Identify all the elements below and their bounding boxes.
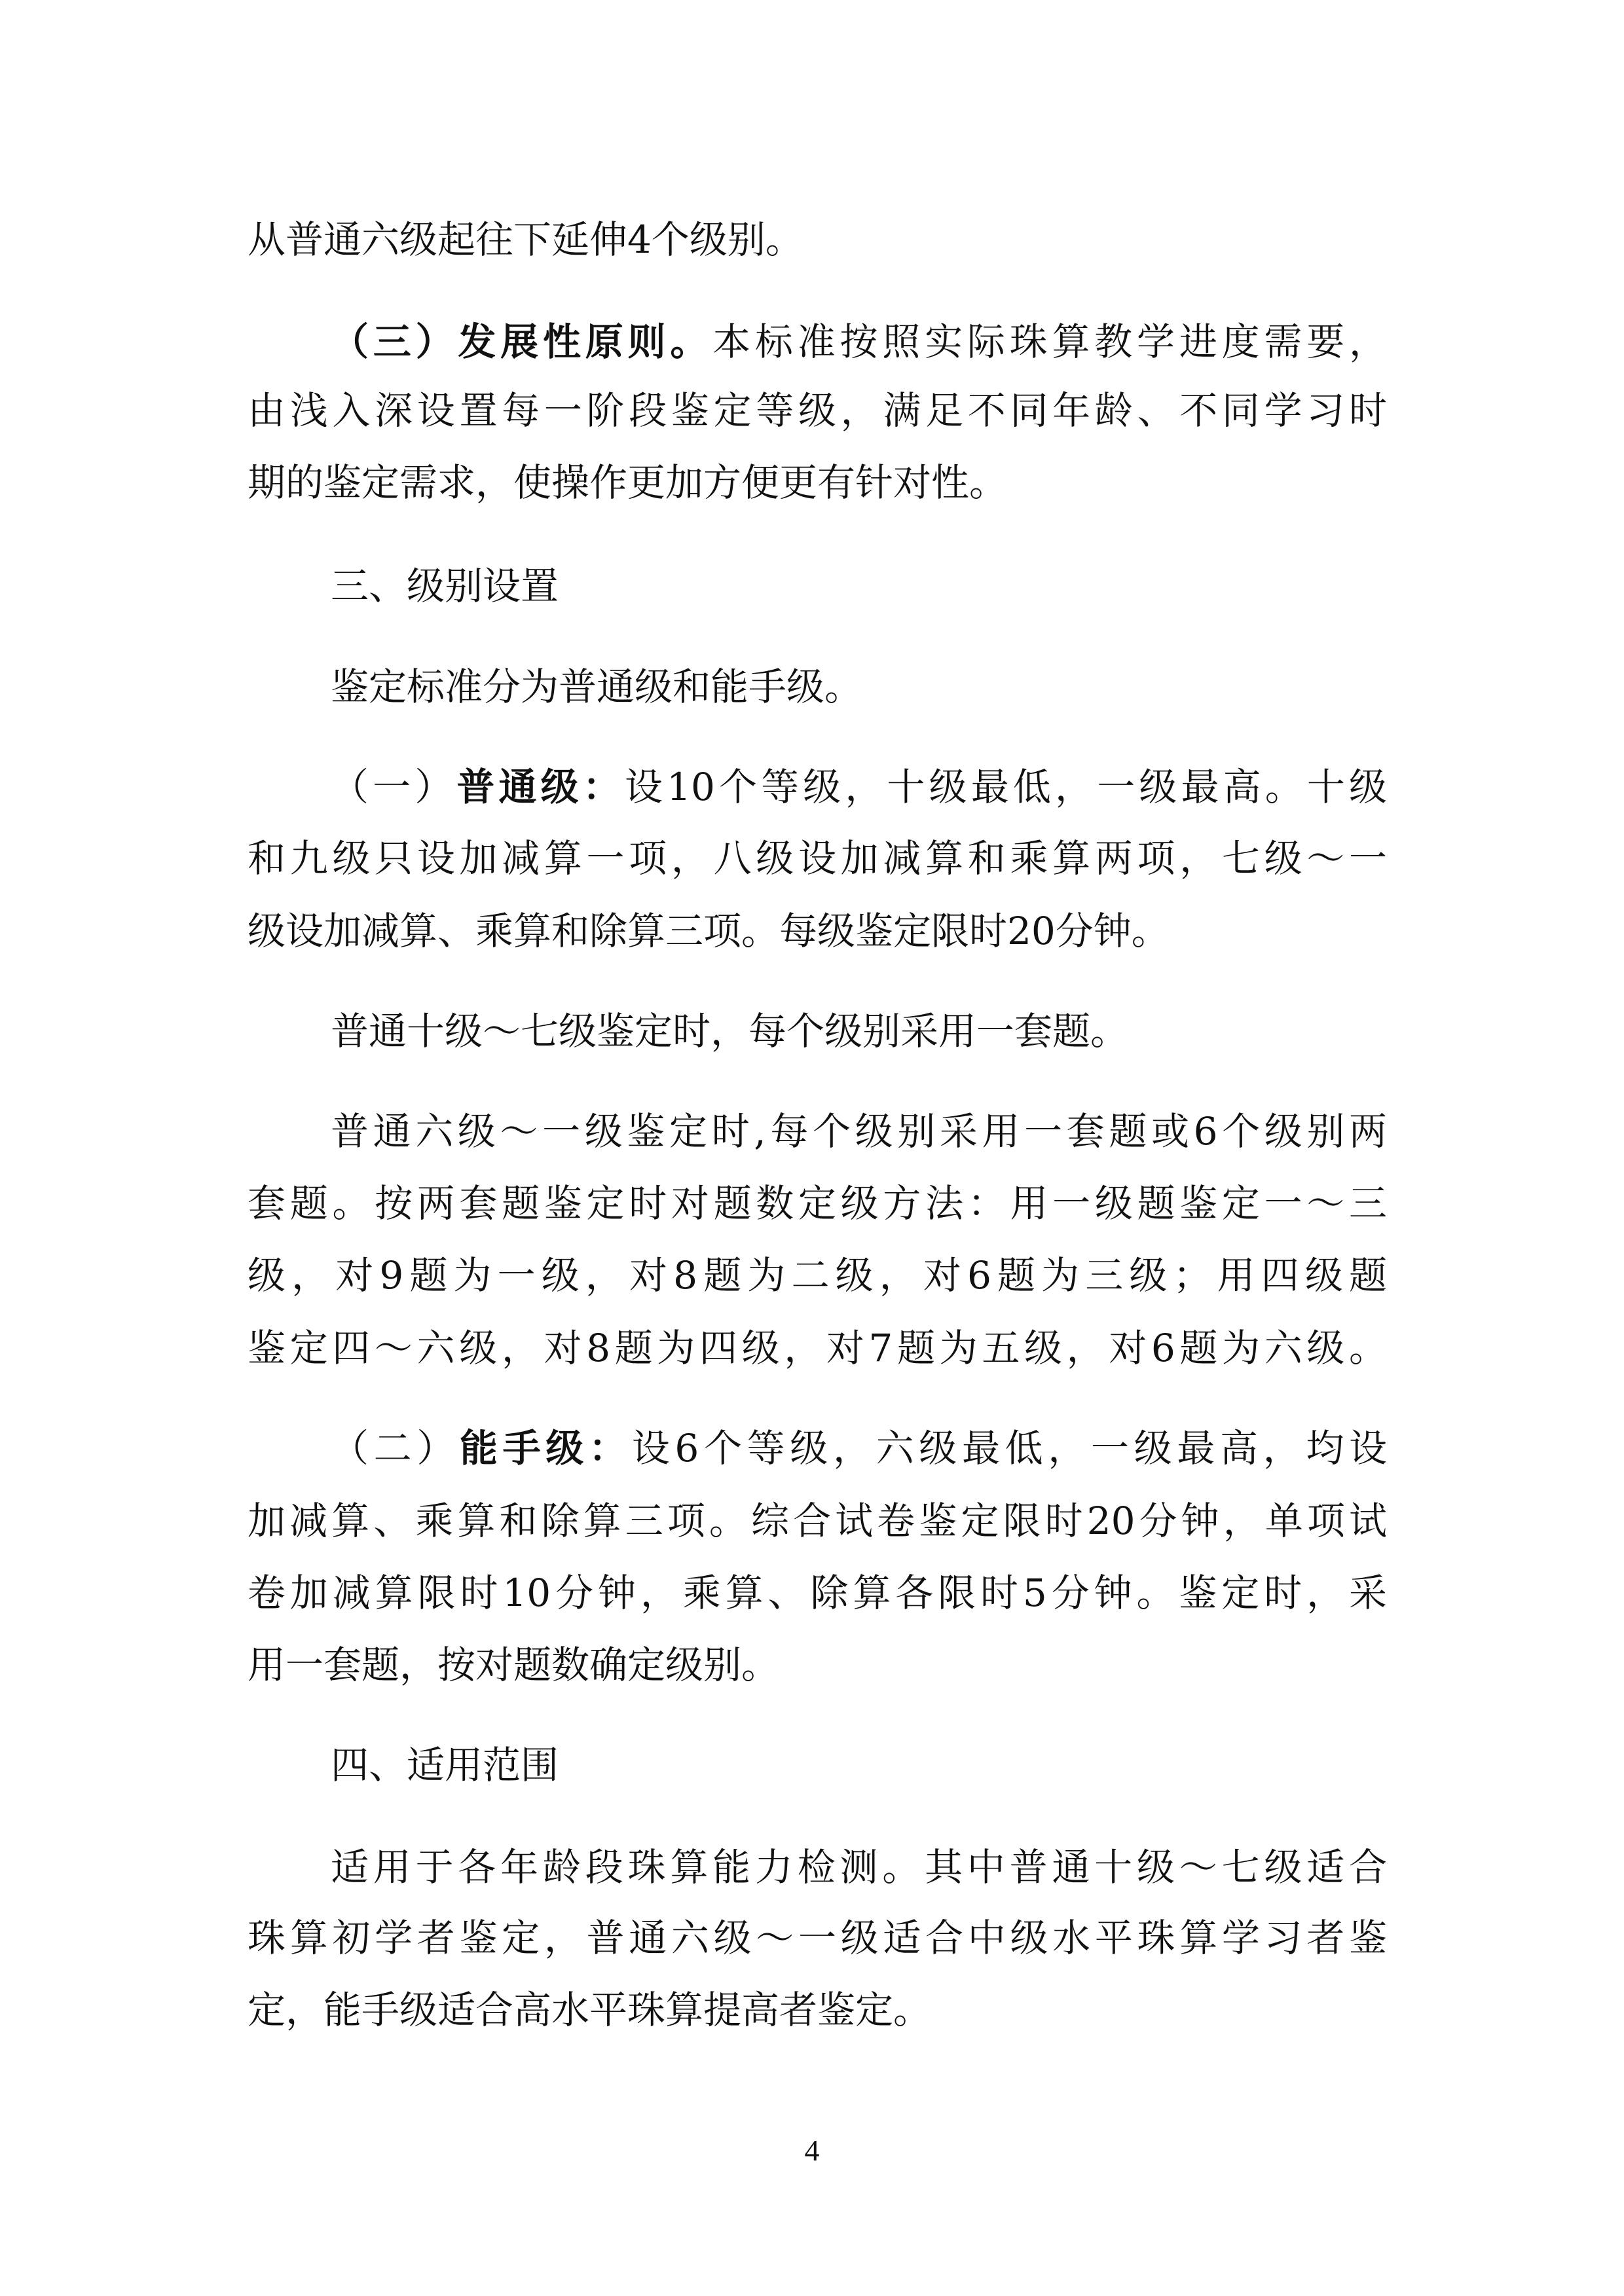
paragraph-line bbox=[248, 1249, 1387, 1302]
level-title: 普通级： bbox=[456, 765, 625, 809]
section-title: 四、适用范围 bbox=[331, 1743, 559, 1787]
paragraph-line bbox=[248, 213, 1387, 266]
line-text: 设10个等级，十级最低，一级最高。十级 bbox=[624, 765, 1387, 809]
paragraph-line bbox=[248, 1177, 1387, 1230]
paragraph-line bbox=[248, 1567, 1387, 1619]
line-text: 珠算初学者鉴定，普通六级～一级适合中级水平珠算学习者鉴 bbox=[248, 1916, 1387, 1960]
level-heading-line bbox=[331, 761, 1387, 813]
line-text: 级，对9题为一级，对8题为二级，对6题为三级；用四级题 bbox=[248, 1253, 1387, 1298]
line-text: 普通六级～一级鉴定时,每个级别采用一套题或6个级别两 bbox=[331, 1109, 1387, 1154]
line-text: 和九级只设加减算一项，八级设加减算和乘算两项，七级～一 bbox=[248, 836, 1387, 881]
level-title: 能手级： bbox=[460, 1426, 632, 1470]
paragraph-line bbox=[248, 1639, 1387, 1691]
paren-label: （二） bbox=[331, 1426, 460, 1470]
paragraph-line bbox=[248, 832, 1387, 884]
line-text: 适用于各年龄段珠算能力检测。其中普通十级～七级适合 bbox=[331, 1845, 1387, 1889]
paragraph-line bbox=[331, 1841, 1387, 1893]
paragraph-line bbox=[331, 1005, 1387, 1057]
line-text: 由浅入深设置每一阶段鉴定等级，满足不同年龄、不同学习时 bbox=[248, 388, 1387, 433]
paragraph-line bbox=[248, 1912, 1387, 1964]
page-number: 4 bbox=[804, 2134, 820, 2167]
paren-label: （一） bbox=[331, 765, 457, 809]
line-text: 设6个等级，六级最低，一级最高，均设 bbox=[631, 1426, 1387, 1470]
line-text: 级设加减算、乘算和除算三项。每级鉴定限时20分钟。 bbox=[248, 909, 1170, 953]
line-text: 普通十级～七级鉴定时，每个级别采用一套题。 bbox=[331, 1009, 1129, 1053]
level-heading-line bbox=[331, 1422, 1387, 1474]
principle-heading-line bbox=[331, 316, 1387, 368]
paragraph-line bbox=[248, 456, 1387, 509]
line-text: 卷加减算限时10分钟，乘算、除算各限时5分钟。鉴定时，采 bbox=[248, 1571, 1387, 1615]
line-text: 定，能手级适合高水平珠算提高者鉴定。 bbox=[248, 1988, 932, 2032]
paragraph-line bbox=[331, 661, 1387, 713]
line-text: 鉴定四～六级，对8题为四级，对7题为五级，对6题为六级。 bbox=[248, 1326, 1387, 1370]
line-text: 鉴定标准分为普通级和能手级。 bbox=[331, 665, 863, 709]
section-title: 三、级别设置 bbox=[331, 564, 559, 608]
line-text: 用一套题，按对题数确定级别。 bbox=[248, 1643, 780, 1687]
paragraph-line bbox=[248, 1984, 1387, 2036]
paragraph-line bbox=[248, 1322, 1387, 1374]
line-text: 本标准按照实际珠算教学进度需要， bbox=[712, 319, 1387, 364]
line-text: 从普通六级起往下延伸4个级别。 bbox=[248, 217, 803, 262]
line-text: 套题。按两套题鉴定时对题数定级方法：用一级题鉴定一～三 bbox=[248, 1181, 1387, 1226]
line-text: 期的鉴定需求，使操作更加方便更有针对性。 bbox=[248, 460, 1008, 505]
paragraph-line bbox=[248, 1495, 1387, 1547]
line-text: 加减算、乘算和除算三项。综合试卷鉴定限时20分钟，单项试 bbox=[248, 1499, 1387, 1543]
paragraph-line bbox=[331, 1105, 1387, 1157]
section-heading bbox=[331, 1739, 1387, 1791]
paragraph-line bbox=[248, 905, 1387, 957]
paragraph-line bbox=[248, 384, 1387, 437]
principle-title: （三）发展性原则。 bbox=[331, 319, 713, 364]
section-heading bbox=[331, 560, 1387, 612]
